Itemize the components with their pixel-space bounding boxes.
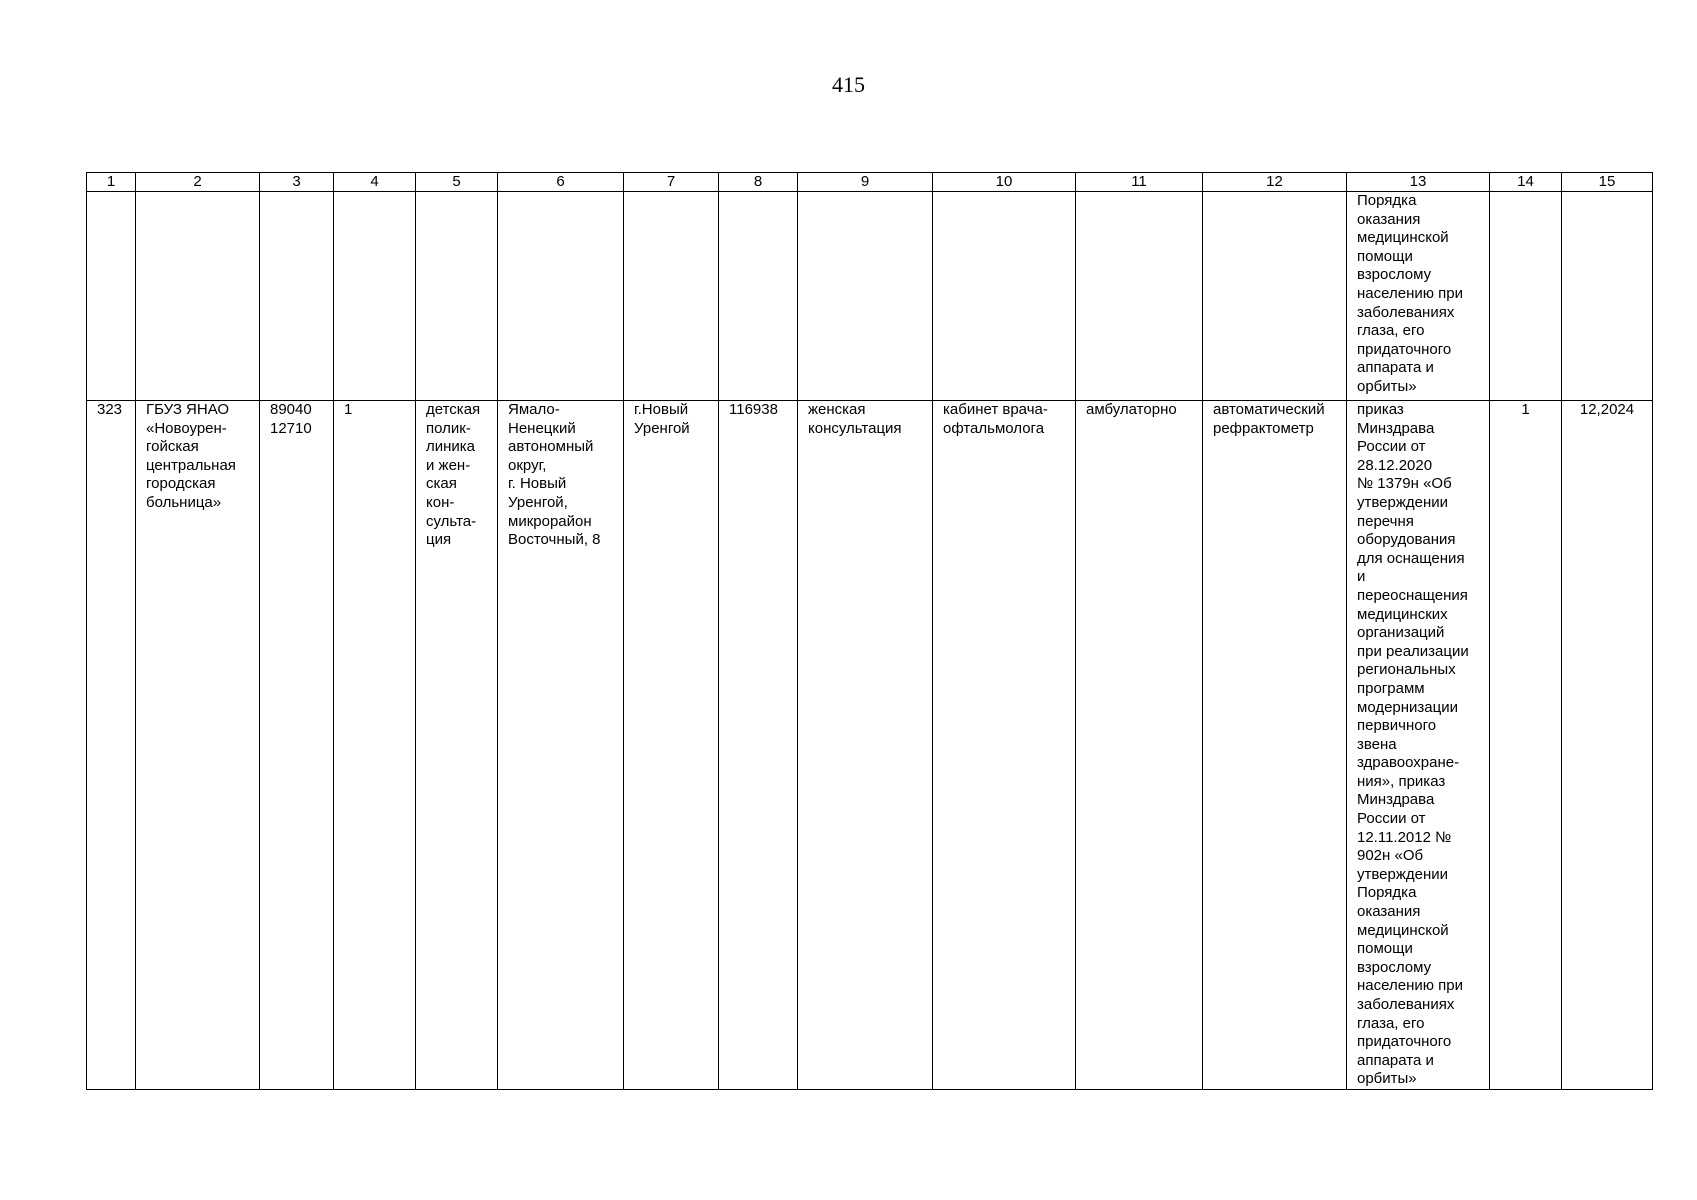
table-cell	[1076, 192, 1203, 401]
equipment-cell: автоматический рефрактометр	[1203, 401, 1347, 1090]
column-header: 9	[798, 173, 933, 192]
column-header: 1	[87, 173, 136, 192]
table-cell	[1203, 192, 1347, 401]
table-cell	[933, 192, 1076, 401]
column-header: 7	[624, 173, 719, 192]
table-cell	[136, 192, 260, 401]
table-cell	[260, 192, 334, 401]
column-header: 3	[260, 173, 334, 192]
column-header: 13	[1347, 173, 1490, 192]
table-cell	[498, 192, 624, 401]
table-cell	[334, 192, 416, 401]
legal-basis-cell: Порядка оказания медицинской помощи взрослому населению при заболеваниях глаза, его придаточного аппарата и орбиты»	[1347, 192, 1490, 401]
city-cell: г.Новый Уренгой	[624, 401, 719, 1090]
address-cell: Ямало- Ненецкий автономный округ, г. Новый Уренгой, микрорайон Восточный, 8	[498, 401, 624, 1090]
table-cell	[798, 192, 933, 401]
column-header: 10	[933, 173, 1076, 192]
column-header: 14	[1490, 173, 1562, 192]
id-cell: 116938	[719, 401, 798, 1090]
department-cell: женская консультация	[798, 401, 933, 1090]
table-cell	[1562, 192, 1653, 401]
count-cell: 1	[334, 401, 416, 1090]
table-cell	[624, 192, 719, 401]
table-cell	[416, 192, 498, 401]
table-cell	[719, 192, 798, 401]
date-cell: 12,2024	[1562, 401, 1653, 1090]
subdivision-cell: детская полик- линика и жен- ская кон- сульта- ция	[416, 401, 498, 1090]
table-cell	[1490, 192, 1562, 401]
column-header: 2	[136, 173, 260, 192]
organization-cell: ГБУЗ ЯНАО «Новоурен- гойская центральная городская больница»	[136, 401, 260, 1090]
column-header: 15	[1562, 173, 1653, 192]
quantity-cell: 1	[1490, 401, 1562, 1090]
column-header: 8	[719, 173, 798, 192]
code-cell: 89040 12710	[260, 401, 334, 1090]
column-header: 5	[416, 173, 498, 192]
continuation-row	[87, 192, 1653, 401]
column-header: 6	[498, 173, 624, 192]
row-number-cell: 323	[87, 401, 136, 1090]
column-header: 12	[1203, 173, 1347, 192]
table-row	[87, 401, 1653, 1090]
column-number-row	[87, 173, 1653, 192]
cabinet-cell: кабинет врача- офтальмолога	[933, 401, 1076, 1090]
page-number: 415	[832, 72, 865, 97]
table-cell	[87, 192, 136, 401]
legal-basis-cell: приказ Минздрава России от 28.12.2020 № 1379н «Об утверждении перечня оборудования для оснащения и переоснащения медицинских организаций при реализации региональных программ модернизации первичного звена здравоохране- ния», приказ Минздрава России от 12.11.2012 № 902н «Об утверждении Порядка оказания медицинской помощи взрослому населению при заболеваниях глаза, его придаточного аппарата и орбиты»	[1347, 401, 1490, 1090]
equipment-table	[86, 172, 1653, 1090]
column-header: 11	[1076, 173, 1203, 192]
column-header: 4	[334, 173, 416, 192]
care-mode-cell: амбулаторно	[1076, 401, 1203, 1090]
